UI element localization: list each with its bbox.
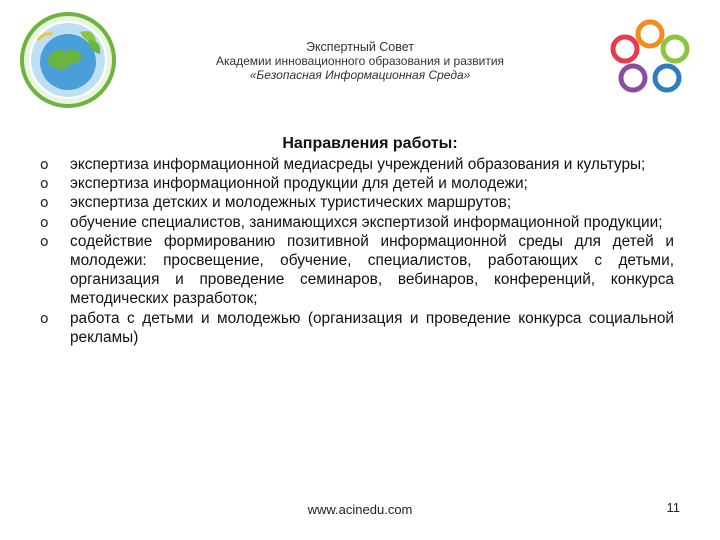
footer-url: www.acinedu.com xyxy=(307,502,413,517)
list-item-text: экспертиза информационной продукции для детей и молодежи; xyxy=(70,175,528,193)
globe-emblem-icon xyxy=(18,10,118,110)
list-item xyxy=(40,155,674,174)
list-item xyxy=(40,213,674,232)
list-item xyxy=(40,193,674,212)
slide-title: Направления работы: xyxy=(282,135,458,152)
page-number: 11 xyxy=(666,500,680,515)
list-item-text: обучение специалистов, занимающихся экспертизой информационной продукции; xyxy=(70,213,663,231)
bullet-icon: o xyxy=(40,233,49,250)
list-item-text: работа с детьми и молодежью (организация и проведение конкурса социальной рекламы) xyxy=(70,309,674,346)
list-item-text: экспертиза информационной медиасреды учреждений образования и культуры; xyxy=(70,156,646,173)
colored-rings-flower-icon xyxy=(605,16,695,106)
organization-name: Экспертный Совет xyxy=(305,40,415,54)
academy-name: Академии инновационного образования и развития xyxy=(215,54,505,68)
work-directions-list xyxy=(40,155,674,347)
list-item xyxy=(40,232,674,309)
list-item-text: содействие формированию позитивной информационной среды для детей и молодежи: просвещение, обучение, специалистов, работающих с детьми, организация и проведение семинаров, вебинаров, конференций, конкурса методических разработок; xyxy=(70,232,674,308)
bullet-icon: o xyxy=(40,214,49,231)
organization-header xyxy=(160,40,560,82)
bullet-icon: o xyxy=(40,195,49,212)
bullet-icon: o xyxy=(40,157,49,173)
list-item-text: экспертиза детских и молодежных туристических маршрутов; xyxy=(70,194,512,212)
bullet-icon: o xyxy=(40,176,49,193)
list-item xyxy=(40,174,674,193)
list-item xyxy=(40,309,674,347)
program-name: «Безопасная Информационная Среда» xyxy=(249,68,471,82)
bullet-icon: o xyxy=(40,310,49,327)
